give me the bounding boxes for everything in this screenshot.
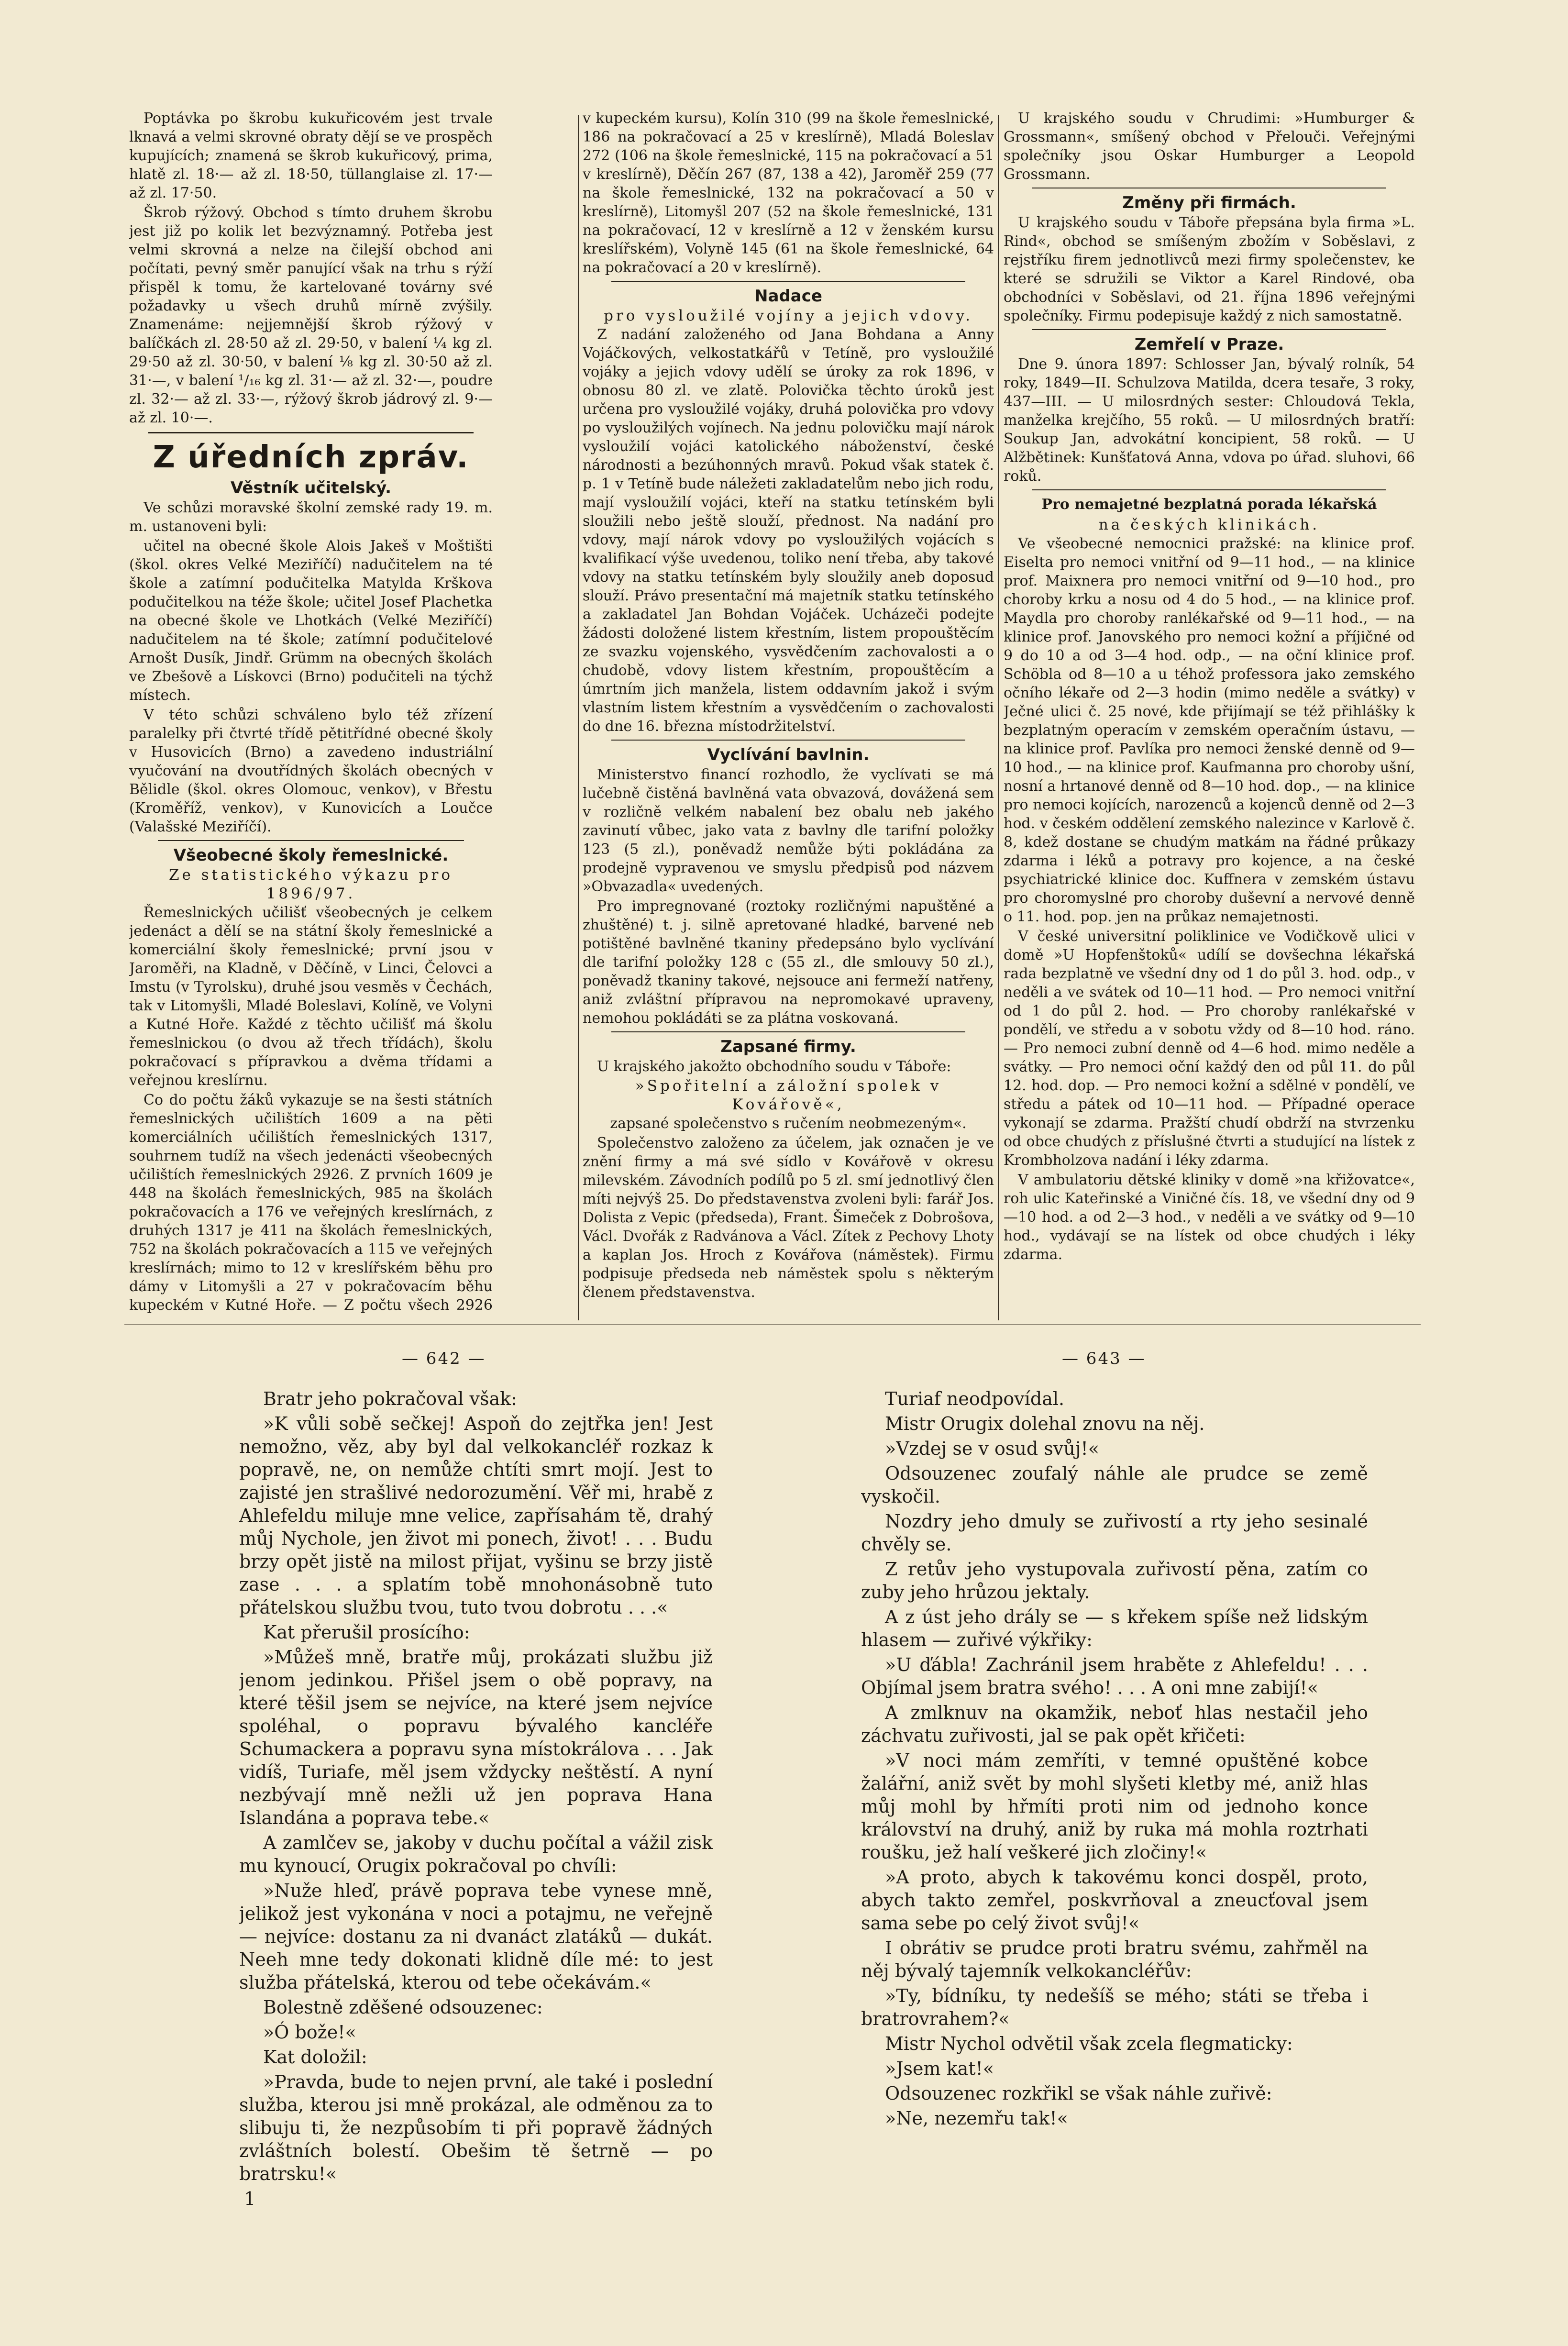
novel-paragraph: Odsouzenec rozkřikl se však náhle zuřivě: (885, 2083, 1272, 2104)
section-divider (158, 840, 464, 841)
novel-paragraph: Kat doložil: (263, 2047, 367, 2068)
novel-paragraph: »Nuže hleď, právě poprava tebe vynese mně, jelikož jest vykonána v noci a potajmu, ne veřejně — nejvíce: dostanu za ni dvanáct zlatáků — dukát. Neeh mne tedy dokonati klidně díle mé: to jest služba přátelská, kterou od tebe očekávám.« (239, 1880, 713, 1993)
column-rule (578, 115, 579, 1320)
customs-heading: Vyclívání bavlnin. (707, 745, 870, 764)
starch-market-paragraph: Poptávka po škrobu kukuřicovém jest trvale lknavá a velmi skrovné obraty dějí se ve prospěch kupujících; znamená se škrob kukuřicový, prima, hlatě zl. 18·— až zl. 18·50, tüllanglaise zl. 17·— až zl. 17·50. (129, 110, 493, 201)
trade-continued-paragraph: v kupeckém kursu), Kolín 310 (99 na škole řemeslnické, 186 na pokračovací a 25 v kreslírně), Mladá Boleslav 272 (106 na škole řemeslnické, 115 na pokračovací a 51 v kreslírně), Děčín 267 (87, 138 a 42), Jaroměř 259 (77 na škole řemeslnické, 132 na pokračovací a 50 v kreslírně), Litomyšl 207 (52 na škole řemeslnické, 131 na pokračovací, 12 v kreslírně a 12 v ženském kursu kreslířském), Volyně 145 (61 na škole řemeslnické, 64 na pokračovací a 20 v kreslírně). (583, 110, 994, 276)
novel-paragraph: A zmlknuv na okamžik, neboť hlas nestačil jeho záchvatu zuřivosti, jal se pak opět křičeti: (861, 1702, 1368, 1746)
novel-paragraph: Bolestně zděšené odsouzenec: (263, 1997, 543, 2018)
firm-changes-paragraph: U krajského soudu v Táboře přepsána byla firma »L. Rind«, obchod se smíšeným zbožím v Soběslavi, z rejstříku firem jednotlivců mezi firmy společenstev, ke které se sdružili se Viktor a Karel Rindové, oba obchodníci v Soběslavi, od 21. října 1896 veřejnými společníky. Firmu podepisuje každý z nich samostatně. (1004, 214, 1415, 324)
novel-paragraph: »Můžeš mně, bratře můj, prokázati službu již jenom jedinkou. Přišel jsem o obě popravy, na které těšil jsem se nejvíce, na které jsem nejvíce spoléhal, o popravu bývalého kancléře Schumackera a popravu syna místokrálova . . . Jak vidíš, Turiafe, měl jsem vždycky neštěstí. A nyní nezbývají mně nežli už jen poprava Hana Islandána a poprava tebe.« (239, 1647, 713, 1828)
novel-paragraph: A zamlčev se, jakoby v duchu počítal a vážil zisk mu kynoucí, Orugix pokračoval po chvíli: (239, 1832, 713, 1876)
novel-paragraph: »V noci mám zemříti, v temné opuštěné kobce žalářní, aniž svět by mohl slyšeti kletby mé, aniž hlas můj mohl by hřmíti proti nim od jednoho konce království na druhý, aniž by ruka má mohla roztrhati roušku, jež halí veškeré jich zločiny!« (861, 1750, 1368, 1863)
section-divider (611, 740, 965, 741)
novel-paragraph: Kat přerušil prosícího: (263, 1622, 470, 1643)
novel-paragraph: Nozdry jeho dmuly se zuřivostí a rty jeho sesinalé chvěly se. (861, 1511, 1368, 1555)
teacher-bulletin-heading: Věstník učitelský. (230, 478, 392, 498)
novel-paragraph: Mistr Orugix dolehal znovu na něj. (885, 1413, 1205, 1434)
section-divider (1032, 489, 1386, 490)
trade-schools-subheading: Ze statistického výkazu pro 1896/97. (169, 866, 453, 902)
novel-paragraph: »Ne, nezemřu tak!« (885, 2108, 1068, 2129)
novel-left-page (239, 1387, 713, 2268)
teacher-paragraph: učitel na obecné škole Alois Jakeš v Moštišti (škol. okres Velké Meziříčí) nadučitelem na té škole a zatímní podučitelka Matylda Krškova podučitelkou na téže škole; učitel Josef Plachetka na obecné škole ve Lhotkách (Velké Meziříčí) nadučitelem na té škole; zatímní podučitelové Arnošt Dusík, Jindř. Grümm na obecných školách ve Zbešově a Lískovci (Brno) podučiteli na týchž místech. (129, 538, 493, 704)
teacher-paragraph: V této schůzi schváleno bylo též zřízení paralelky při čtvrté třídě pětitřídné obecné školy v Husovicích (Brno) a zavedeno industriální vyučování na dvoutřídných školách obecných v Bělidle (škol. okres Olomouc, venkov), v Břestu (Kroměříž, venkov), v Kunovicích a Loučce (Valašské Meziříčí). (129, 707, 493, 835)
firm-changes-heading: Změny při firmách. (1122, 193, 1296, 212)
novel-paragraph: »Jsem kat!« (885, 2058, 994, 2079)
foundation-paragraph: Z nadání založeného od Jana Bohdana a Anny Vojáčkových, velkostatkářů v Tetíně, pro vysloužilé vojáky a jejich vdovy udělí se úroky za rok 1896, v obnosu 80 zl. ve zlatě. Polovička těchto úroků jest určena pro vysloužilé vojáky, druhá polovička pro vdovy po vysloužilých vojínech. Na jednu polovičku mají nárok vysloužilí vojáci katolického náboženství, české národnosti a bezúhonných mravů. Pokud však statek č. p. 1 v Tetíně bude náležeti zakladatelům nebo jich rodu, mají vysloužilí vojáci, kteří na statku tetínském byli sloužili nebo ještě slouží, přednost. Na nadání pro vdovy, mají nárok vdovy po vysloužilých vojácích s kvalifikací výše uvedenou, toliko není třeba, aby takové vdovy na statku tetínském byly sloužily aneb doposud slouží. Právo presentační má majetník statku tetínského a zakladatel Jan Bohdan Vojáček. Ucházeči podejte žádosti doložené listem křestním, listem propouštěcím ze svazku vojenského, vysvědčením zachovalosti a o chudobě, vdovy listem křestním, propouštěcím a úmrtním jich manžela, listem oddavním jakož i svým vlastním listem křestním a vysvědčením o zachovalosti do dne 16. března místodržitelství. (583, 326, 994, 735)
novel-paragraph: Mistr Nychol odvětil však zcela flegmaticky: (885, 2033, 1293, 2054)
novel-paragraph: Odsouzenec zoufalý náhle ale prudce se země vyskočil. (861, 1463, 1368, 1507)
section-divider (1032, 329, 1386, 330)
column-rule (998, 115, 999, 1320)
novel-paragraph: »Ty, bídníku, ty nedešíš se mého; státi se třeba i bratrovrahem?« (861, 1985, 1368, 2029)
chrudim-paragraph: U krajského soudu v Chrudimi: »Humburger & Grossmann«, smíšený obchod v Přelouči. Veřejnými společníky jsou Oskar Humburger a Leopold Grossmann. (1004, 110, 1415, 183)
novel-paragraph: Turiaf neodpovídal. (885, 1388, 1065, 1409)
deceased-heading: Zemřelí v Praze. (1134, 335, 1284, 354)
foundation-subheading: pro vysloužilé vojíny a jejich vdovy. (604, 307, 973, 324)
page-number-left: — 642 — (402, 1349, 486, 1368)
column-3 (1004, 109, 1415, 1315)
medical-advice-heading: Pro nemajetné bezplatná porada lékařská (1041, 496, 1377, 513)
novel-paragraph: »A proto, abych k takovému konci dospěl, proto, abych takto zemřel, poskvrňoval a zneucťoval jsem sama sebe po celý život svůj!« (861, 1867, 1368, 1934)
column-1 (129, 109, 493, 1315)
footnote-mark: 1 (244, 2188, 256, 2209)
firms-paragraph: U krajského jakožto obchodního soudu v Táboře: (597, 1058, 951, 1075)
deceased-paragraph: Dne 9. února 1897: Schlosser Jan, bývalý rolník, 54 roky, 1849—II. Schulzova Matilda, dcera tesaře, 3 roky, 437—III. — U milosrdných sester: Chloudová Tekla, manželka krejčího, 55 roků. — U milosrdných bratří: Soukup Jan, advokátní koncipient, 58 roků. — U Alžbětinek: Kunšťatová Anna, vdova po úřad. sluhovi, 66 roků. (1004, 356, 1415, 485)
firms-heading: Zapsané firmy. (720, 1037, 856, 1056)
novel-paragraph: Bratr jeho pokračoval však: (263, 1388, 517, 1409)
novel-paragraph: »Vzdej se v osud svůj!« (885, 1438, 1100, 1459)
section-divider (611, 1031, 965, 1032)
section-divider (148, 432, 474, 433)
firms-paragraph: Společenstvo založeno za účelem, jak označen je ve znění firmy a má své sídlo v Kovářově v okresu milevském. Závodních podílů po 5 zl. smí jednotlivý člen míti nejvýš 25. Do představenstva zvoleni byli: farář Jos. Dolista z Vepic (předseda), Frant. Šimeček z Dobrošova, Václ. Dvořák z Radvánova a Václ. Zítek z Pechovy Lhoty a kaplan Jos. Hroch z Kovářova (náměstek). Firmu podpisuje předseda neb náměstek spolu s některým členem představenstva. (583, 1135, 994, 1301)
novel-paragraph: »Ó bože!« (263, 2022, 356, 2043)
trade-schools-heading: Všeobecné školy řemeslnické. (173, 846, 449, 865)
novel-paragraph: Z retův jeho vystupovala zuřivostí pěna, zatím co zuby jeho hrůzou jektaly. (861, 1559, 1368, 1603)
section-divider (611, 281, 965, 282)
rice-starch-paragraph: Škrob rýžový. Obchod s tímto druhem škrobu jest již po kolik let bezvýznamný. Potřeba jest velmi skrovná a nelze na čilejší obchod ani počítati, pevný směr panující však na trhu s rýží přispěl k tomu, že kartelované továrny své požadavky u všech druhů mírně zvýšily. Znamenáme: nejjemnější škrob rýžový v balíčkách zl. 28·50 až zl. 29·50, v balení ¼ kg zl. 29·50 až zl. 30·50, v balení ⅛ kg zl. 30·50 až zl. 31·—, v balení ¹/₁₆ kg zl. 31·— až zl. 32·—, poudre zl. 32·— až zl. 33·—, rýžový škrob jádrový zl. 9·— až zl. 10·—. (129, 204, 493, 426)
novel-right-page (861, 1387, 1368, 2268)
trade-paragraph: Řemeslnických učilišť všeobecných je celkem jedenáct a dělí se na státní školy řemeslnické a komerciální školy řemeslnické; první jsou v Jaroměři, na Kladně, v Děčíně, v Linci, Čelovci a Imstu (v Tyrolsku), druhé jsou vesměs v Čechách, tak v Litomyšli, Mladé Boleslavi, Kolíně, ve Volyni a Kutné Hoře. Každé z těchto učilišť má školu řemeslnickou (o dvou až třech třídách), školu pokračovací s přípravkou a dvěma třídami a veřejnou kreslírnu. (129, 904, 493, 1089)
novel-paragraph: »Pravda, bude to nejen první, ale také i poslední služba, kterou jsi mně prokázal, ale odměnou za to slibuju ti, že nezpůsobím ti při popravě žádných zvláštních bolestí. Obešim tě šetrně — po bratrsku!« (239, 2071, 713, 2184)
medical-paragraph: Ve všeobecné nemocnici pražské: na klinice prof. Eiselta pro nemoci vnitřní od 9—11 hod., — na klinice prof. Maixnera pro nemoci vnitřní od 9—10 hod., pro choroby krku a nosu od 4 do 5 hod., — na klinice prof. Maydla pro choroby ranlékařské od 9—11 hod., — na klinice prof. Janovského pro nemoci kožní a příjičné od 9 do 10 a od 3—4 hod. odp., — na oční klinice prof. Schöbla od 8—10 a u téhož professora jako zemského očního lékaře od 2—3 hodin (mimo neděle a svátky) v Ječné ulici č. 25 nové, kde přijímají se též přihlášky k bezplatným operacím v zemském operačním ústavu, — na klinice prof. Pavlíka pro nemoci ženské denně od 9—10 hod., — na klinice prof. Kaufmanna pro choroby ušní, nosní a hrtanové denně od 8—10 hod. dop., — na klinice pro nemoci kojících, narozenců a kojenců denně od 2—3 hod. v českém oddělení zemského nalezince v Karlově č. 8, kdež dostane se chudým matkám na řádné průkazy zdarma i léků a potravy pro kojence, a na české psychiatrické klinice doc. Kuffnera v zemském ústavu pro choromyslné pro choroby duševní a nervové denně o 11. hod. pop. jen na průkaz nemajetnosti. (1004, 535, 1415, 925)
medical-paragraph: V ambulatoriu dětské kliniky v domě »na křižovatce«, roh ulic Kateřinské a Viničné čís. 18, ve všední dny od 9—10 hod. a od 2—3 hod., v neděli a ve svátky od 9—10 hod., vydávají se na lístek od obce chudých i léky zdarma. (1004, 1172, 1415, 1263)
foundation-heading: Nadace (754, 287, 822, 306)
official-news-heading: Z úředních zpráv. (153, 440, 469, 475)
medical-paragraph: V české universitní poliklinice ve Vodičkově ulici v domě »U Hopfenštoků« udílí se dovšechna lékařská rada bezplatně ve všední dny od 1 do půl 3. hod. odp., v neděli a ve svátek od 10—11 hod. — Pro nemoci vnitřní od 1 do půl 2. hod. — Pro choroby ranlékařské v pondělí, ve středu a v sobotu vždy od 8—10 hod. ráno. — Pro nemoci zubní denně od 4—6 hod. mimo neděle a svátky. — Pro nemoci oční každý den od půl 11. do půl 12. hod. dop. — Pro nemoci kožní a sdělné v pondělí, ve středu a pátek od 10—11 hod. — Případné operace vykonají se zdarma. Pražští chudí obdrží na stvrzenku od obce chudých z příslušné čtvrti a studující na lístek z Krombholzova nadání i léky zdarma. (1004, 928, 1415, 1169)
column-2 (583, 109, 994, 1315)
trade-paragraph: Co do počtu žáků vykazuje se na šesti státních řemeslnických učilištích 1609 a na pěti komerciálních učilištích řemeslnických 1317, souhrnem tudíž na všech jedenácti všeobecných učilištích řemeslnických 2926. Z prvních 1609 je 448 na školách řemeslnických, 985 na školách pokračovacích a 176 ve veřejných kreslírnách, z druhých 1317 je 411 na školách řemeslnických, 752 na školách pokračovacích a 115 ve veřejných kreslírnách; mimo to 12 v kreslířském běhu pro dámy v Litomyšli a 27 v pokračovacím běhu kupeckém v Kutné Hoře. — Z počtu všech 2926 (129, 1092, 493, 1314)
customs-paragraph: Ministerstvo financí rozhodlo, že vyclívati se má lučebně čistěná bavlněná vata obvazová, dovážená sem v rozličně velkém nabalení bez obalu neb jakého zavinutí vůbec, jako vata z bavlny dle tarifní položky 123 (5 zl.), poněvadž nemůže býti pokládána za prodejně vypravenou ve smyslu předpisů pod názvem »Obvazadla« uvedených. (583, 766, 994, 895)
fold-line (124, 1324, 1421, 1325)
novel-paragraph: »U ďábla! Zachránil jsem hraběte z Ahlefeldu! . . . Objímal jsem bratra svého! . . . A oni mne zabijí!« (861, 1654, 1368, 1698)
novel-paragraph: »K vůli sobě sečkej! Aspoň do zejtřka jen! Jest nemožno, věz, aby byl dal velkokancléř rozkaz k popravě, ne, on nemůže chtíti smrt mojí. Jest to zajisté jen strašlivé nedorozumění. Věř mi, hrabě z Ahlefeldu miluje mne velice, zapřísahám tě, drahý můj Nychole, jen život mi ponech, život! . . . Budu brzy opět jistě na milost přijat, vyšinu se brzy jistě zase . . . a splatím tobě mnohonásobně tuto přátelskou službu tvou, tuto tvou dobrotu . . .« (239, 1413, 713, 1618)
firms-paragraph: zapsané společenstvo s ručením neobmezeným«. (610, 1115, 967, 1132)
novel-paragraph: I obrátiv se prudce proti bratru svému, zahřměl na něj bývalý tajemník velkokancléřův: (861, 1937, 1368, 1981)
novel-paragraph: A z úst jeho drály se — s křekem spíše než lidským hlasem — zuřivé výkřiky: (861, 1606, 1368, 1650)
page-number-right: — 643 — (1062, 1349, 1146, 1368)
customs-paragraph: Pro impregnované (roztoky rozličnými napuštěné a zhuštěné) t. j. silně apretované hladké, barvené neb potištěné bavlněné tkaniny předepsáno bylo vyclívání dle tarifní položky 128 c (55 zl., dle smlouvy 50 zl.), poněvadž tkaniny takové, nejsouce ani fermeží natřeny, aniž zvláštní přípravou na nepromokavé upraveny, nemohou pokládáti se za plátna voskovaná. (583, 898, 994, 1027)
firm-name: »Spořitelní a záložní spolek v Kovářově«, (635, 1077, 942, 1113)
teacher-paragraph: Ve schůzi moravské školní zemské rady 19. m. m. ustanoveni byli: (129, 499, 493, 535)
medical-advice-subheading: na českých klinikách. (1098, 516, 1320, 533)
